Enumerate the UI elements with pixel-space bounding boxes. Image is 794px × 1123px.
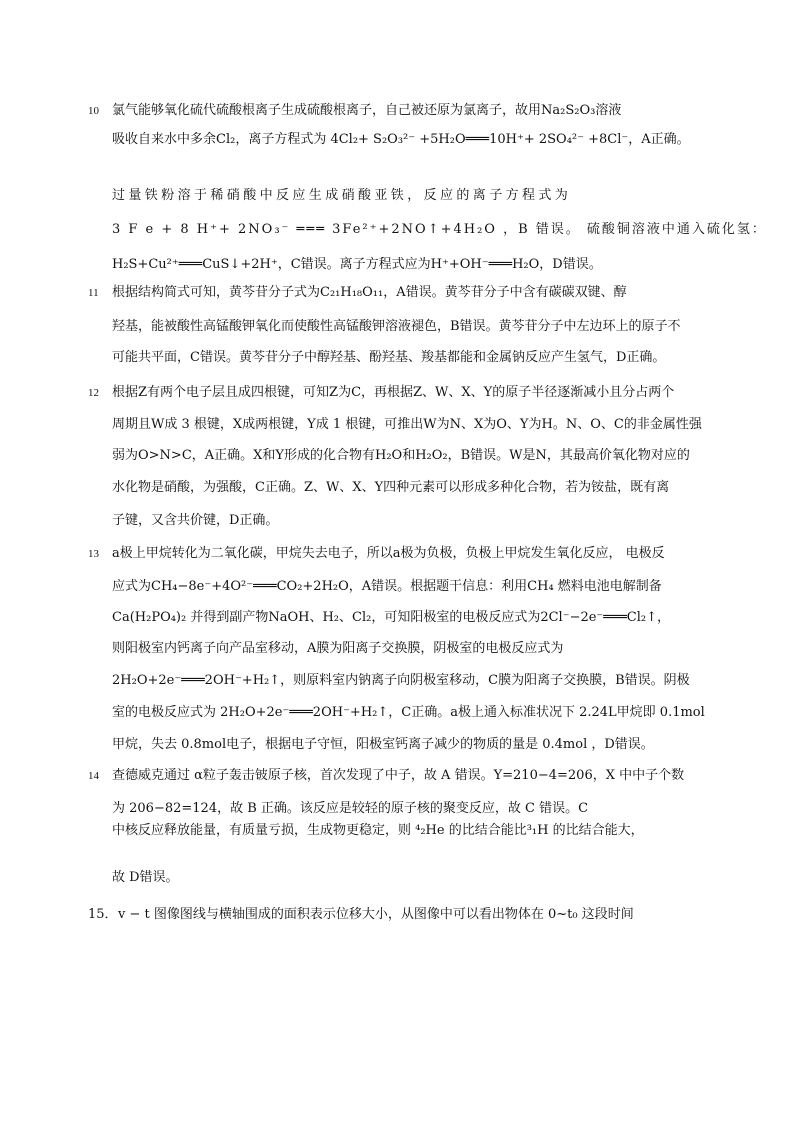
answer-13-line-3: Ca(H₂PO₄)₂ 并得到副产物NaOH、H₂、Cl₂，可知阳极室的电极反应式为2Cl⁻−2e⁻═══Cl₂↑， [112, 610, 670, 625]
answer-14-line-1: 查德威克通过 α粒子轰击铍原子核，首次发现了中子，故 A 错误。Y=210−4=206，X 中中子个数 [112, 768, 685, 783]
question-number-12: 12 [88, 387, 99, 399]
answer-10-line-5: H₂S+Cu²⁺═══CuS↓+2H⁺，C错误。离子方程式应为H⁺+OH⁻═══H₂O，D错误。 [112, 257, 602, 272]
answer-13-line-5: 2H₂O+2e⁻═══2OH⁻+H₂↑，则原料室内钠离子向阴极室移动，C膜为阳离子交换膜，B错误。阴极 [112, 673, 690, 688]
question-number-14: 14 [88, 770, 99, 782]
question-number-13: 13 [88, 548, 99, 560]
answer-12-line-5: 子键，又含共价键，D正确。 [112, 513, 279, 528]
answer-13-line-6: 室的电极反应式为 2H₂O+2e⁻═══2OH⁻+H₂↑，C正确。a极上通入标准状况下 2.24L甲烷即 0.1mol [112, 705, 705, 720]
answer-13-line-2: 应式为CH₄−8e⁻+4O²⁻═══CO₂+2H₂O，A错误。根据题干信息：利用CH₄ 燃料电池电解制备 [112, 579, 662, 594]
answer-15-line-1: v − t 图像图线与横轴围成的面积表示位移大小，从图像中可以看出物体在 0~t₀ 这段时间 [118, 907, 634, 922]
answer-10-line-3: 过量铁粉溶于稀硝酸中反应生成硝酸亚铁，反应的离子方程式为 [112, 188, 572, 203]
answer-14-line-3: 中核反应释放能量，有质量亏损，生成物更稳定，则 ⁴₂He 的比结合能比³₁H 的比结合能大， [112, 823, 644, 838]
answer-11-line-2: 羟基，能被酸性高锰酸钾氧化而使酸性高锰酸钾溶液褪色，B错误。黄芩苷分子中左边环上的原子不 [112, 319, 681, 334]
answer-10-line-2: 吸收自来水中多余Cl₂，离子方程式为 4Cl₂+ S₂O₃²⁻ +5H₂O═══10H⁺+ 2SO₄²⁻ +8Cl⁻，A正确。 [112, 132, 690, 147]
answer-10-line-4: 3 F e + 8 H⁺+ 2NO₃⁻ ═══ 3Fe²⁺+2NO↑+4H₂O ，B 错误。 硫酸铜溶液中通入硫化氢： [112, 222, 767, 237]
answer-13-line-7: 甲烷，失去 0.8mol电子，根据电子守恒，阳极室钙离子减少的物质的量是 0.4mol ，D错误。 [112, 737, 654, 752]
answer-12-line-2: 周期且W成 3 根键，X成两根键，Y成 1 根键，可推出W为N、X为O、Y为H。N、O、C的非金属性强 [112, 417, 702, 432]
answer-11-line-1: 根据结构简式可知，黄芩苷分子式为C₂₁H₁₈O₁₁，A错误。黄芩苷分子中含有碳碳双键、醇 [112, 285, 627, 300]
answer-10-line-1: 氯气能够氧化硫代硫酸根离子生成硫酸根离子，自己被还原为氯离子，故用Na₂S₂O₃溶液 [112, 103, 622, 118]
answer-14-line-4: 故 D错误。 [112, 870, 179, 885]
question-number-10: 10 [88, 105, 99, 117]
question-number-15: 15． [88, 907, 118, 922]
answer-12-line-3: 弱为O>N>C，A正确。X和Y形成的化合物有H₂O和H₂O₂，B错误。W是N，其最高价氧化物对应的 [112, 448, 690, 463]
answer-14-line-2: 为 206−82=124，故 B 正确。该反应是较轻的原子核的聚变反应，故 C 错误。C [112, 801, 589, 816]
question-number-11: 11 [88, 287, 99, 299]
answer-13-line-4: 则阳极室内钙离子向产品室移动，A膜为阳离子交换膜，阴极室的电极反应式为 [112, 641, 564, 656]
answer-12-line-1: 根据Z有两个电子层且成四根键，可知Z为C，再根据Z、W、X、Y的原子半径逐渐减小且分占两个 [112, 385, 675, 400]
answer-11-line-3: 可能共平面，C错误。黄芩苷分子中醇羟基、酚羟基、羧基都能和金属钠反应产生氢气，D正确。 [112, 350, 666, 365]
answer-13-line-1: a极上甲烷转化为二氧化碳，甲烷失去电子，所以a极为负极，负极上甲烷发生氧化反应， 电极反 [112, 546, 665, 561]
answer-12-line-4: 水化物是硝酸，为强酸，C正确。Z、W、X、Y四种元素可以形成多种化合物，若为铵盐，既有离 [112, 480, 670, 495]
